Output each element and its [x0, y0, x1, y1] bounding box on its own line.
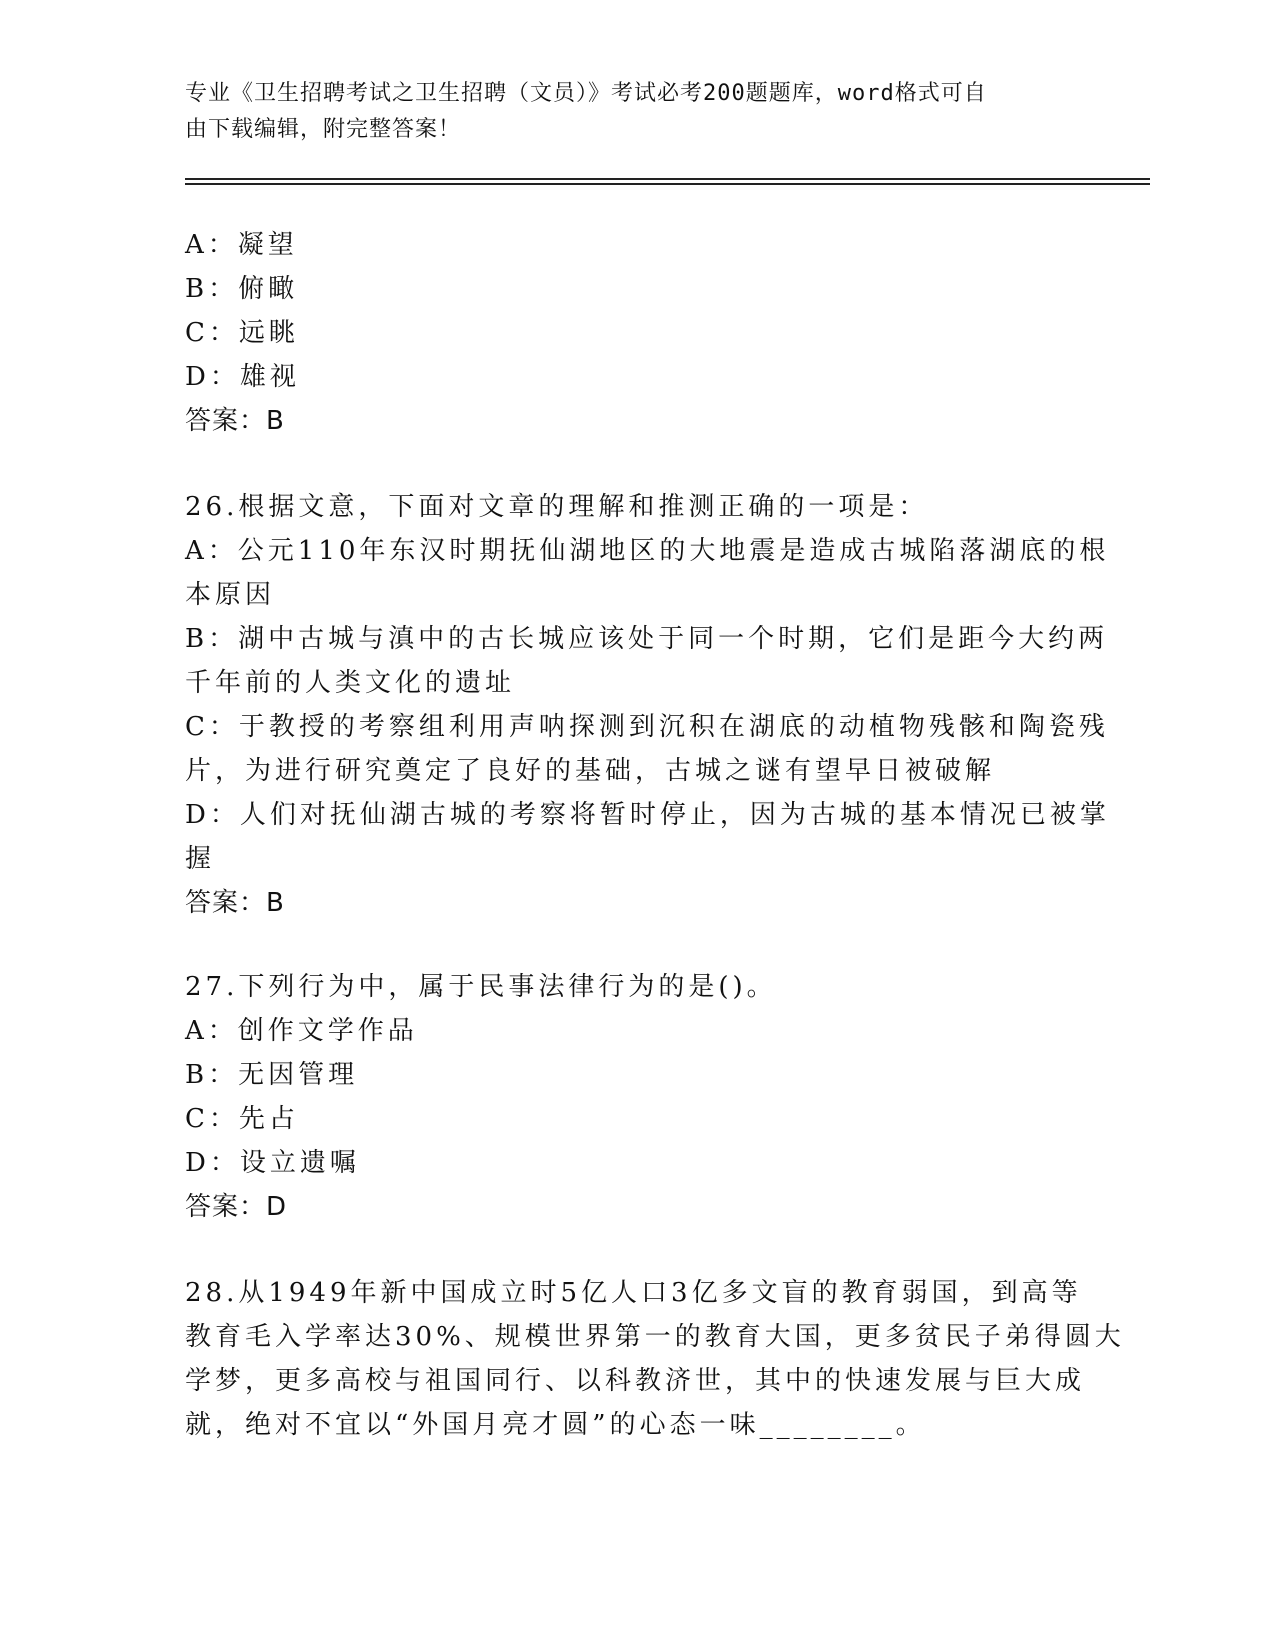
q27-question: 27.下列行为中，属于民事法律行为的是()。 — [185, 972, 777, 1002]
q26-option-c-line-1: C：于教授的考察组利用声呐探测到沉积在湖底的动植物残骸和陶瓷残 — [185, 712, 1109, 742]
q26-option-a-line-2: 本原因 — [185, 580, 276, 610]
page-header — [185, 76, 1065, 148]
q27-option-b: B：无因管理 — [185, 1060, 359, 1090]
q26-option-d-line-2: 握 — [185, 844, 216, 874]
q26-option-d-line-1: D：人们对抚仙湖古城的考察将暂时停止，因为古城的基本情况已被掌 — [185, 800, 1110, 830]
q25-answer: 答案：B — [185, 406, 285, 436]
q25-option-a: A：凝望 — [185, 230, 298, 260]
q26-option-a-line-1: A：公元110年东汉时期抚仙湖地区的大地震是造成古城陷落湖底的根 — [185, 536, 1110, 566]
q26-question: 26.根据文意，下面对文章的理解和推测正确的一项是： — [185, 492, 929, 522]
q26-option-b-line-1: B：湖中古城与滇中的古长城应该处于同一个时期，它们是距今大约两 — [185, 624, 1109, 654]
header-line-2: 由下载编辑，附完整答案！ — [185, 117, 462, 142]
q27-option-c: C：先占 — [185, 1104, 299, 1134]
q26-answer: 答案：B — [185, 888, 285, 918]
q28-line-1: 28.从1949年新中国成立时5亿人口3亿多文盲的教育弱国，到高等 — [185, 1278, 1082, 1308]
q25-option-d: D：雄视 — [185, 362, 300, 392]
header-line-1: 专业《卫生招聘考试之卫生招聘（文员）》考试必考200题题库，word格式可自 — [185, 81, 987, 106]
q28-line-4: 就，绝对不宜以“外国月亮才圆”的心态一味________。 — [185, 1410, 926, 1440]
q28-line-3: 学梦，更多高校与祖国同行、以科教济世，其中的快速发展与巨大成 — [185, 1366, 1086, 1396]
q25-option-c: C：远眺 — [185, 318, 299, 348]
q26-option-c-line-2: 片，为进行研究奠定了良好的基础，古城之谜有望早日被破解 — [185, 756, 996, 786]
q27-option-a: A：创作文学作品 — [185, 1016, 418, 1046]
q25-option-b: B：俯瞰 — [185, 274, 299, 304]
q28-line-2: 教育毛入学率达30%、规模世界第一的教育大国，更多贫民子弟得圆大 — [185, 1322, 1125, 1352]
q26-option-b-line-2: 千年前的人类文化的遗址 — [185, 668, 516, 698]
q27-answer: 答案：D — [185, 1192, 288, 1222]
header-rule-top — [185, 178, 1150, 180]
q27-option-d: D：设立遗嘱 — [185, 1148, 360, 1178]
header-rule-bottom — [185, 183, 1150, 185]
